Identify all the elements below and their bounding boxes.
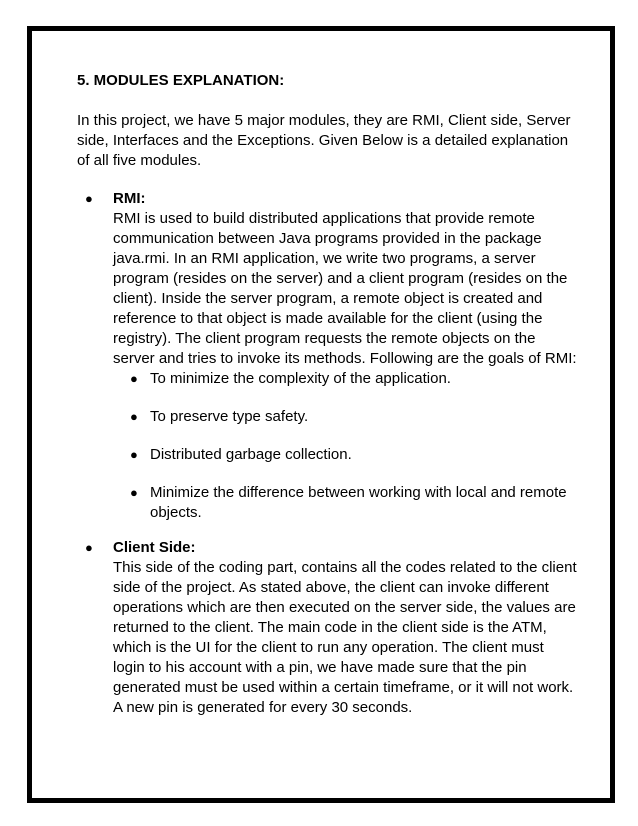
bullet-icon: ● — [130, 371, 138, 386]
goal-text: To preserve type safety. — [150, 408, 309, 425]
module-client-side — [77, 538, 577, 718]
document-body — [77, 71, 577, 733]
list-item — [113, 445, 577, 465]
bullet-icon: ● — [130, 409, 138, 424]
section-heading: 5. MODULES EXPLANATION: — [77, 72, 285, 89]
rmi-goals-list — [113, 369, 577, 523]
bullet-icon: ● — [85, 540, 93, 555]
list-item — [113, 369, 577, 389]
bullet-icon: ● — [130, 485, 138, 500]
intro-paragraph: In this project, we have 5 major modules, they are RMI, Client side, Server side, Interfaces and the Exceptions. Given Below is a detailed explanation of all five modules. — [77, 112, 571, 169]
bullet-icon: ● — [85, 191, 93, 206]
module-text-client-side: This side of the coding part, contains all the codes related to the client side of the project. As stated above, the client can invoke different operations which are then executed on the server side, the values are returned to the client. The main code in the client side is the ATM, which is the UI for the client to run any operation. The client must login to his account with a pin, we have made sure that the pin generated must be used within a certain timeframe, or it will not work. A new pin is generated for every 30 seconds. — [113, 559, 577, 716]
goal-text: Distributed garbage collection. — [150, 446, 352, 463]
list-item — [113, 483, 577, 523]
bullet-icon: ● — [130, 447, 138, 462]
module-rmi — [77, 189, 577, 523]
goal-text: Minimize the difference between working with local and remote objects. — [150, 484, 567, 521]
module-title-rmi: RMI: — [113, 190, 146, 207]
goal-text: To minimize the complexity of the application. — [150, 370, 451, 387]
module-title-client-side: Client Side: — [113, 539, 196, 556]
module-text-rmi: RMI is used to build distributed applications that provide remote communication between Java programs provided in the package java.rmi. In an RMI application, we write two programs, a server program (resides on the server) and a client program (resides on the client). Inside the server program, a remote object is created and reference to that object is made available for the client (using the registry). The client program requests the remote objects on the server and tries to invoke its methods. Following are the goals of RMI: — [113, 210, 577, 367]
list-item — [113, 407, 577, 427]
